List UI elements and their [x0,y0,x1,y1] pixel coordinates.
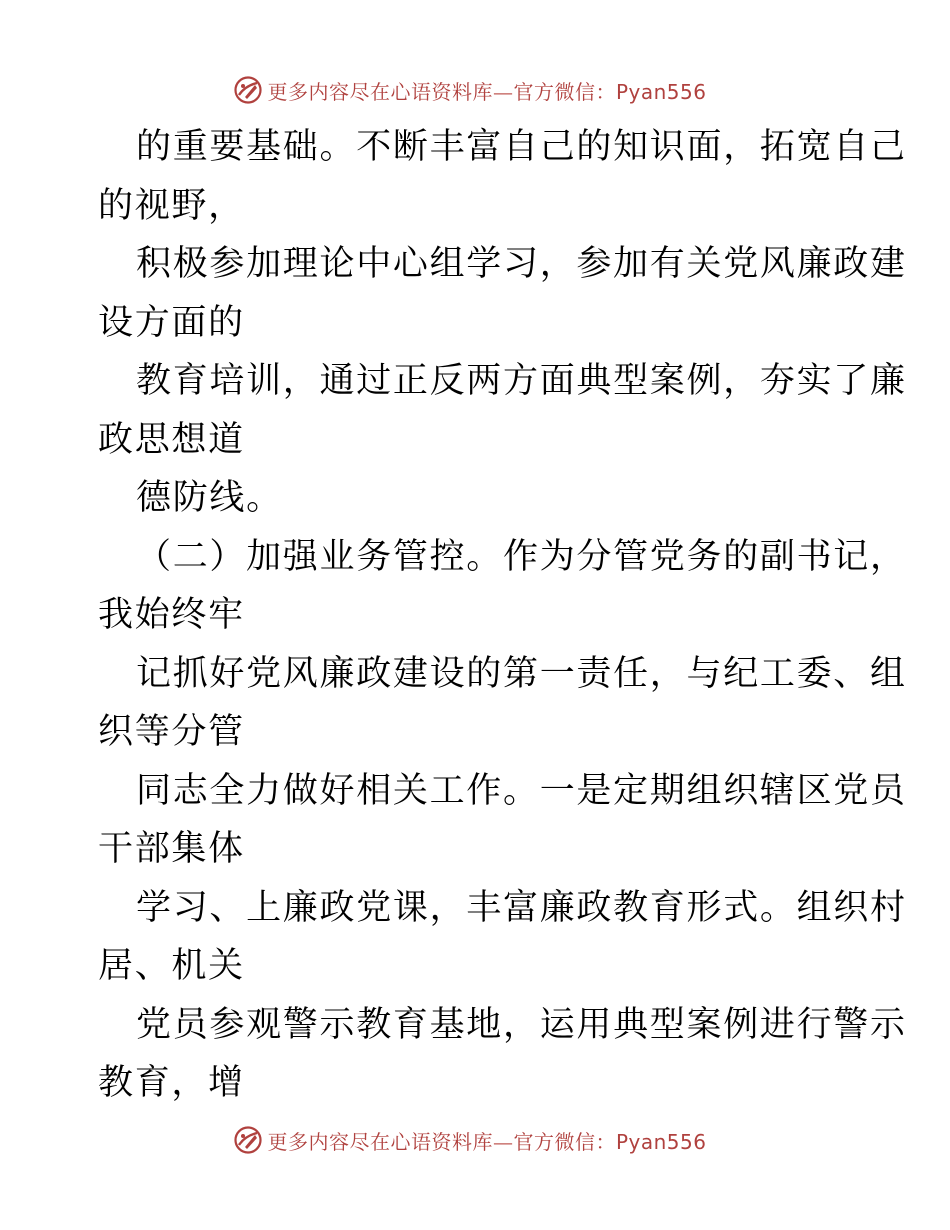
body-text-line: 的重要基础。不断丰富自己的知识面，拓宽自己 [136,127,907,167]
body-text-line: 织等分管 [98,712,245,752]
body-text-line: 教育，增 [98,1063,245,1103]
footer-banner [0,1120,950,1160]
body-text-line: 德防线。 [136,478,283,518]
body-text-line: 积极参加理论中心组学习，参加有关党风廉政建 [136,244,907,284]
body-text-line: 居、机关 [98,946,245,986]
header-banner-main: 更多内容尽在心语资料库 [267,79,493,104]
body-text-line: 我始终牢 [98,595,245,635]
body-text-line: 同志全力做好相关工作。一是定期组织辖区党员 [136,770,907,811]
library-logo-icon [233,75,263,105]
footer-banner-text [267,1126,706,1155]
document-body [98,118,907,1113]
body-text-line: 学习、上廉政党课，丰富廉政教育形式。组织村 [136,887,907,928]
header-banner-text [267,76,706,105]
footer-banner-main: 更多内容尽在心语资料库 [267,1129,493,1154]
header-banner-content [233,75,706,105]
body-text-line: 设方面的 [98,302,245,343]
body-text-line: 记抓好党风廉政建设的第一责任，与纪工委、组 [136,653,907,694]
body-text-line: 干部集体 [98,829,245,869]
body-text-line: 政思想道 [98,419,245,460]
library-logo-icon [233,1125,263,1155]
header-banner-wechat: 官方微信：Pyan556 [513,79,707,104]
header-banner [0,70,950,110]
footer-banner-separator: — [492,1129,514,1154]
footer-banner-content [233,1125,706,1155]
footer-banner-wechat: 官方微信：Pyan556 [513,1129,707,1154]
body-text-line: 党员参观警示教育基地，运用典型案例进行警示 [136,1004,907,1045]
body-text-line: 教育培训，通过正反两方面典型案例，夯实了廉 [136,361,907,401]
header-banner-separator: — [492,79,514,104]
body-text-line: 的视野， [98,185,245,226]
body-text-line: （二）加强业务管控。作为分管党务的副书记， [136,536,907,577]
